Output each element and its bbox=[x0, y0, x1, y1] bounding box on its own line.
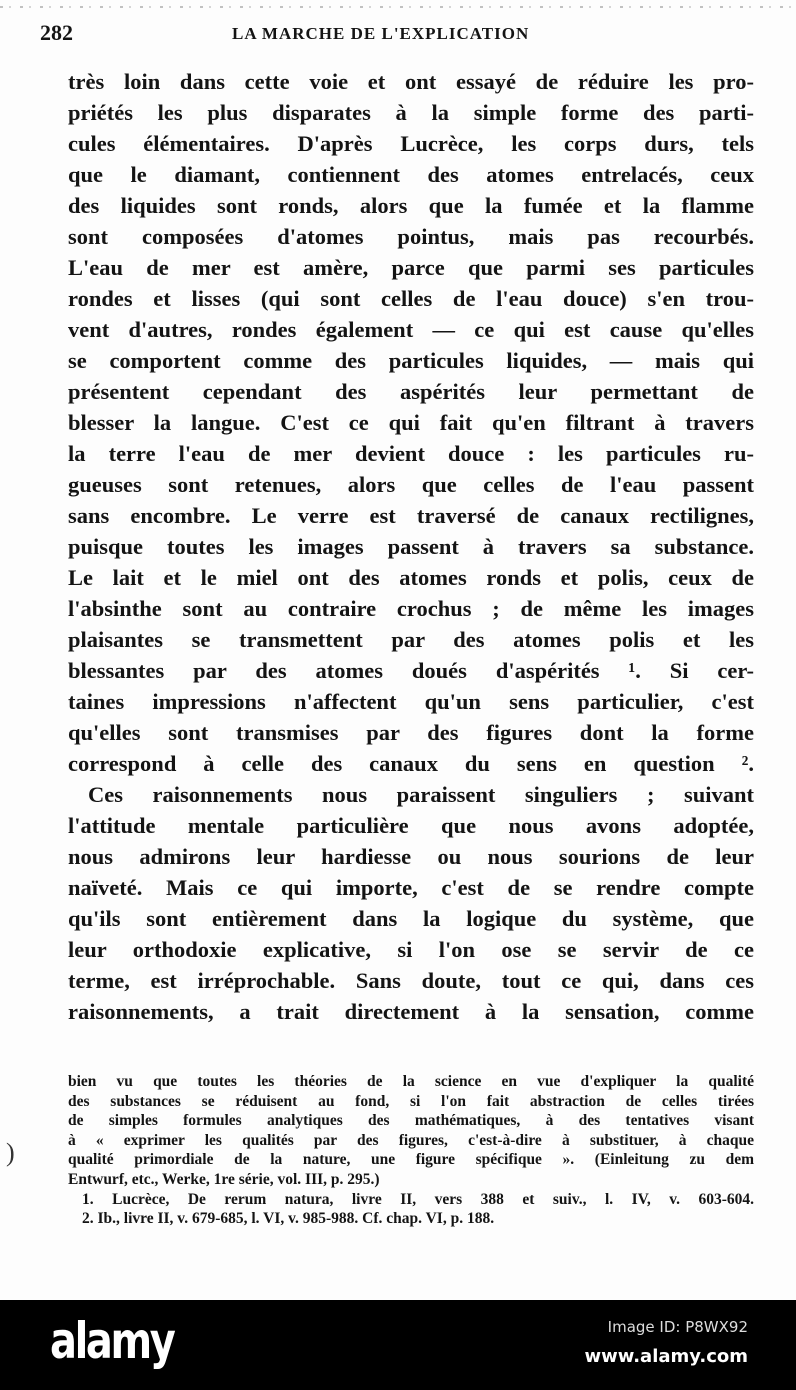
text-line: des liquides sont ronds, alors que la fumée et la flamme bbox=[68, 193, 754, 218]
text-line: Le lait et le miel ont des atomes ronds et polis, ceux de bbox=[68, 565, 754, 590]
page-number: 282 bbox=[40, 20, 73, 45]
text-line: sans encombre. Le verre est traversé de canaux rectilignes, bbox=[68, 503, 754, 528]
text-line: cules élémentaires. D'après Lucrèce, les corps durs, tels bbox=[68, 131, 754, 156]
scan-edge bbox=[0, 6, 796, 8]
alamy-logo: alamy bbox=[50, 1312, 174, 1370]
paragraph-start-line: Ces raisonnements nous paraissent singuliers ; suivant bbox=[88, 782, 754, 807]
text-line: l'attitude mentale particulière que nous avons adoptée, bbox=[68, 813, 754, 838]
text-line: plaisantes se transmettent par des atomes polis et les bbox=[68, 627, 754, 652]
text-line: terme, est irréprochable. Sans doute, tout ce qui, dans ces bbox=[68, 968, 754, 993]
text-line: présentent cependant des aspérités leur permettant de bbox=[68, 379, 754, 404]
watermark-bar bbox=[0, 1300, 796, 1390]
text-line: que le diamant, contiennent des atomes entrelacés, ceux bbox=[68, 162, 754, 187]
text-line: sont composées d'atomes pointus, mais pas recourbés. bbox=[68, 224, 754, 249]
body-text bbox=[68, 66, 754, 1027]
footnote-line: des substances se réduisent au fond, si l'on fait abstraction de celles tirées bbox=[68, 1092, 754, 1110]
text-line: L'eau de mer est amère, parce que parmi ses particules bbox=[68, 255, 754, 280]
text-line: naïveté. Mais ce qui importe, c'est de se rendre compte bbox=[68, 875, 754, 900]
text-line: très loin dans cette voie et ont essayé de réduire les pro- bbox=[68, 69, 754, 94]
footnote-line: Entwurf, etc., Werke, 1re série, vol. III, p. 295.) bbox=[68, 1170, 380, 1188]
footnote-1: 1. Lucrèce, De rerum natura, livre II, vers 388 et suiv., l. IV, v. 603-604. bbox=[82, 1190, 754, 1208]
text-line: blessantes par des atomes doués d'aspérités ¹. Si cer- bbox=[68, 658, 754, 683]
watermark-url: www.alamy.com bbox=[584, 1346, 748, 1367]
text-line: se comportent comme des particules liquides, — mais qui bbox=[68, 348, 754, 373]
text-line: gueuses sont retenues, alors que celles de l'eau passent bbox=[68, 472, 754, 497]
footnote-line: de simples formules analytiques des mathématiques, à des tentatives visant bbox=[68, 1112, 754, 1130]
footnote-line: bien vu que toutes les théories de la science en vue d'expliquer la qualité bbox=[68, 1073, 754, 1090]
footnote-line: qualité primordiale de la nature, une figure spécifique ». (Einleitung zu dem bbox=[68, 1151, 754, 1169]
text-line: puisque toutes les images passent à travers sa substance. bbox=[68, 534, 754, 559]
text-line: vent d'autres, rondes également — ce qui est cause qu'elles bbox=[68, 317, 754, 342]
text-line: leur orthodoxie explicative, si l'on ose se servir de ce bbox=[68, 937, 754, 962]
footnote-line: à « exprimer les qualités par des figures, c'est-à-dire à substituer, à chaque bbox=[68, 1131, 754, 1149]
text-line: la terre l'eau de mer devient douce : les particules ru- bbox=[68, 441, 754, 466]
image-id: Image ID: P8WX92 bbox=[607, 1318, 748, 1336]
text-line: correspond à celle des canaux du sens en question ². bbox=[68, 751, 754, 776]
text-line: qu'elles sont transmises par des figures dont la forme bbox=[68, 720, 754, 745]
text-line: blesser la langue. C'est ce qui fait qu'en filtrant à travers bbox=[68, 410, 754, 435]
footnote-2: 2. Ib., livre II, v. 679-685, l. VI, v. 985-988. Cf. chap. VI, p. 188. bbox=[82, 1210, 495, 1228]
text-line: taines impressions n'affectent qu'un sens particulier, c'est bbox=[68, 689, 754, 714]
text-line: qu'ils sont entièrement dans la logique du système, que bbox=[68, 906, 754, 931]
text-line: l'absinthe sont au contraire crochus ; de même les images bbox=[68, 596, 754, 621]
text-line: raisonnements, a trait directement à la sensation, comme bbox=[68, 999, 754, 1024]
text-line: priétés les plus disparates à la simple forme des parti- bbox=[68, 100, 754, 125]
footnotes bbox=[68, 1072, 754, 1229]
margin-bracket-mark: ) bbox=[6, 1138, 15, 1167]
running-title: LA MARCHE DE L'EXPLICATION bbox=[232, 24, 530, 43]
text-line: nous admirons leur hardiesse ou nous sourions de leur bbox=[68, 844, 754, 869]
text-line: rondes et lisses (qui sont celles de l'eau douce) s'en trou- bbox=[68, 286, 754, 311]
